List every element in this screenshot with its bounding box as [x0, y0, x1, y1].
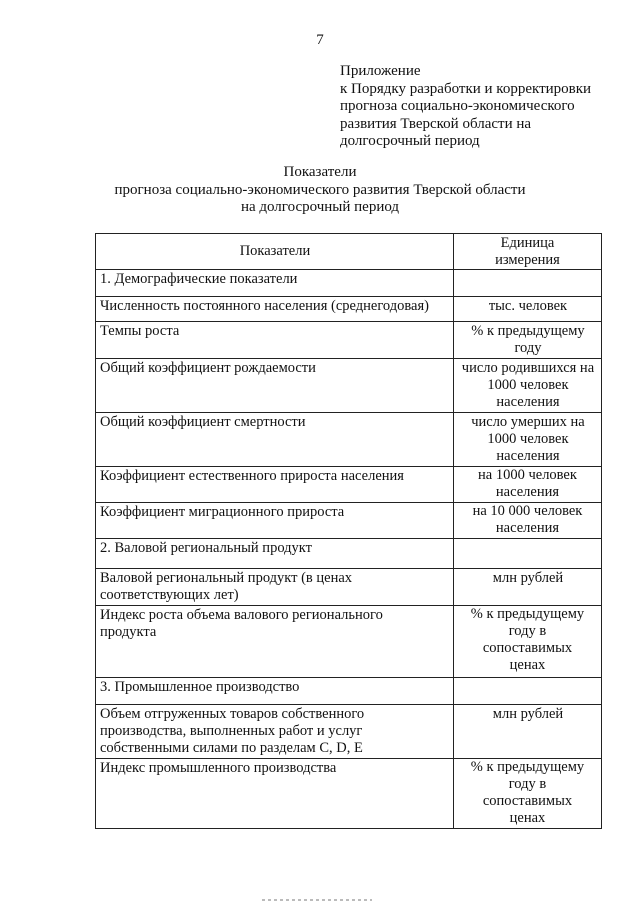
table-header-row — [96, 234, 602, 270]
row-name: Темпы роста — [96, 322, 454, 359]
title-line: Показатели — [283, 164, 357, 180]
table-row — [96, 759, 602, 829]
row-name: 2. Валовой региональный продукт — [96, 539, 454, 569]
row-unit — [453, 678, 601, 705]
row-unit — [453, 270, 601, 297]
table-row — [96, 270, 602, 297]
table-row — [96, 359, 602, 413]
row-name: Валовой региональный продукт (в ценах соответствующих лет) — [96, 569, 454, 606]
row-name: 1. Демографические показатели — [96, 270, 454, 297]
title-line: на долгосрочный период — [240, 199, 400, 215]
row-unit: млн рублей — [453, 569, 601, 606]
title-line: прогноза социально-экономического развития Тверской области — [114, 181, 526, 198]
row-unit: % к предыдущему году в сопоставимых ценах — [453, 606, 601, 678]
row-name: Численность постоянного населения (среднегодовая) — [96, 297, 454, 322]
table-row — [96, 569, 602, 606]
row-name: 3. Промышленное производство — [96, 678, 454, 705]
appendix-note — [340, 63, 591, 151]
row-unit: число умерших на 1000 человек населения — [453, 413, 601, 467]
row-unit: число родившихся на 1000 человек населения — [453, 359, 601, 413]
page-number: 7 — [316, 32, 324, 48]
row-name: Коэффициент миграционного прироста — [96, 503, 454, 539]
row-name: Объем отгруженных товаров собственного производства, выполненных работ и услуг собственными силами по разделам C, D, E — [96, 705, 454, 759]
table-row — [96, 539, 602, 569]
appendix-line: долгосрочный период — [340, 133, 480, 149]
table-row — [96, 413, 602, 467]
row-unit: на 10 000 человек населения — [453, 503, 601, 539]
table-row — [96, 503, 602, 539]
table-row — [96, 678, 602, 705]
header-indicators: Показатели — [96, 234, 454, 270]
appendix-line: прогноза социально-экономического — [340, 98, 575, 114]
table-row — [96, 467, 602, 503]
row-name: Индекс роста объема валового регионального продукта — [96, 606, 454, 678]
table-row — [96, 705, 602, 759]
row-name: Общий коэффициент смертности — [96, 413, 454, 467]
appendix-line: Приложение — [340, 63, 421, 79]
row-unit: % к предыдущему году в сопоставимых ценах — [453, 759, 601, 829]
row-name: Коэффициент естественного прироста населения — [96, 467, 454, 503]
row-unit: на 1000 человек населения — [453, 467, 601, 503]
table-row — [96, 606, 602, 678]
table-row — [96, 322, 602, 359]
indicators-table — [95, 233, 602, 829]
row-unit: тыс. человек — [453, 297, 601, 322]
document-title — [0, 164, 640, 217]
row-name: Индекс промышленного производства — [96, 759, 454, 829]
appendix-line: развития Тверской области на — [340, 115, 532, 132]
appendix-line: к Порядку разработки и корректировки — [340, 80, 592, 97]
row-name: Общий коэффициент рождаемости — [96, 359, 454, 413]
row-unit: % к предыдущему году — [453, 322, 601, 359]
row-unit: млн рублей — [453, 705, 601, 759]
table-row — [96, 297, 602, 322]
header-unit: Единица измерения — [453, 234, 601, 270]
row-unit — [453, 539, 601, 569]
scan-artifact — [262, 899, 372, 901]
